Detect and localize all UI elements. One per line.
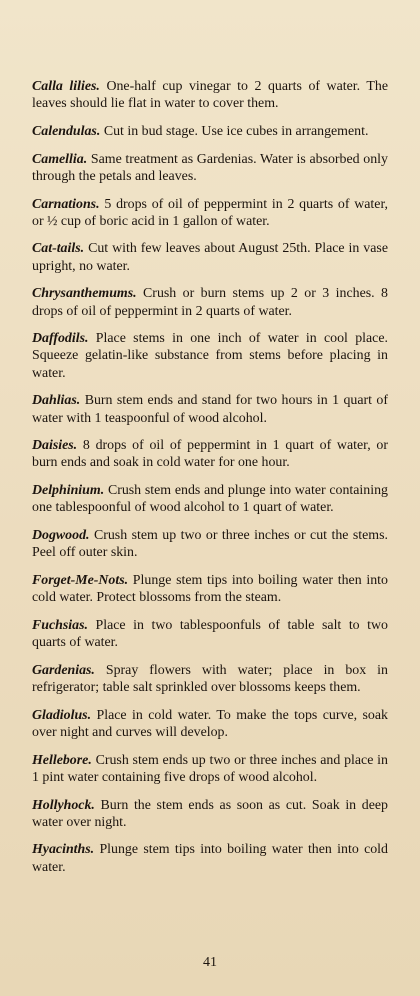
entry-term: Gardenias. [32,662,95,678]
entry-chrysanthemums [32,285,388,319]
entry-text: Crush stem up two or three inches or cut the stems. Peel off outer skin. [32,528,388,561]
entry-text: Cut in bud stage. Use ice cubes in arrangement. [103,123,369,139]
entry-term: Dahlias. [32,393,81,409]
entry-camellia [32,151,388,185]
entry-fuchsias [32,617,388,651]
entry-calla-lilies [32,78,388,112]
entry-text: Crush stem ends up two or three inches and place in 1 pint water containing five drops of wood alcohol. [32,752,388,785]
entry-term: Gladiolus. [32,707,92,723]
entry-cat-tails [32,240,388,274]
entry-text: Place in cold water. To make the tops curve, soak over night and curves will develop. [32,707,388,740]
entry-hollyhock [32,797,388,831]
entry-term: Calla lilies. [32,79,100,94]
entry-term: Hellebore. [32,752,92,768]
entry-term: Dogwood. [32,528,90,544]
entry-calendulas [32,123,388,140]
page-number: 41 [203,955,217,970]
entry-text: Burn the stem ends as soon as cut. Soak in deep water over night. [32,797,388,830]
entry-term: Cat-tails. [32,241,85,257]
entry-text: One-half cup vinegar to 2 quarts of water. The leaves should lie flat in water to cover them. [32,79,388,112]
entry-text: 8 drops of oil of peppermint in 1 quart of water, or burn ends and soak in cold water for one hour. [32,438,388,471]
entry-text: Place stems in one inch of water in cool place. Squeeze gelatin-like substance from stems before placing in water. [32,331,388,381]
entry-text: Plunge stem tips into boiling water then into cold water. Protect blossoms from the steam. [32,572,388,606]
entry-text: Burn stem ends and stand for two hours in 1 quart of water with 1 teaspoonful of wood alcohol. [32,393,388,426]
entry-term: Camellia. [32,151,88,167]
entry-term: Daffodils. [32,331,89,347]
entry-text: Plunge stem tips into boiling water then into cold water. [32,842,388,875]
entry-term: Fuchsias. [32,617,88,633]
entry-text: Crush or burn stems up 2 or 3 inches. 8 drops of oil of peppermint in 2 quarts of water. [32,286,388,319]
entry-text: Spray flowers with water; place in box in refrigerator; table salt sprinkled over blossoms keeps them. [32,662,388,695]
flower-care-list [32,78,388,886]
entry-text: 5 drops of oil of peppermint in 2 quarts of water, or ½ cup of boric acid in 1 gallon of water. [32,196,388,229]
entry-gardenias [32,662,388,696]
entry-hyacinths [32,841,388,875]
entry-delphinium [32,482,388,516]
entry-daisies [32,437,388,471]
entry-term: Forget-Me-Nots. [32,572,129,588]
entry-text: Same treatment as Gardenias. Water is absorbed only through the petals and leaves. [32,151,388,184]
entry-forget-me-nots [32,572,388,606]
entry-text: Crush stem ends and plunge into water containing one tablespoonful of wood alcohol to 1 quart of water. [32,483,388,516]
entry-gladiolus [32,707,388,741]
entry-term: Carnations. [32,196,100,212]
entry-dogwood [32,527,388,561]
entry-term: Chrysanthemums. [32,286,137,302]
entry-text: Place in two tablespoonfuls of table salt to two quarts of water. [32,617,388,651]
entry-carnations [32,196,388,230]
entry-term: Hollyhock. [32,797,95,813]
entry-daffodils [32,330,388,382]
entry-hellebore [32,752,388,786]
entry-dahlias [32,392,388,426]
entry-term: Delphinium. [32,483,105,499]
entry-text: Cut with few leaves about August 25th. Place in vase upright, no water. [32,241,388,274]
entry-term: Hyacinths. [32,842,95,858]
entry-term: Calendulas. [32,123,101,139]
entry-term: Daisies. [32,438,78,454]
